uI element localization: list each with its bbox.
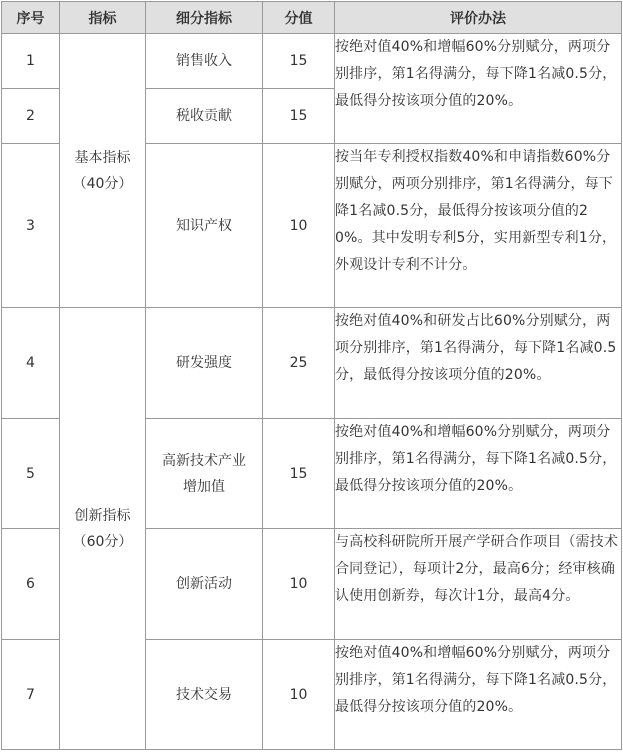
method-text: 按绝对值40%和增幅60%分别赋分，两项分别排序，第1名得满分，每下降1名减0.5分，最低得分按该项分值的20%。 bbox=[335, 640, 622, 750]
table-row bbox=[2, 34, 622, 89]
row-seq: 2 bbox=[2, 89, 60, 144]
method-text: 按绝对值40%和增幅60%分别赋分，两项分别排序，第1名得满分，每下降1名减0.5分，最低得分按该项分值的20%。 bbox=[335, 34, 622, 144]
method-text: 按绝对值40%和研发占比60%分别赋分，两项分别排序，第1名得满分，每下降1名减0.5分，最低得分按该项分值的20%。 bbox=[335, 308, 622, 419]
row-seq: 6 bbox=[2, 529, 60, 640]
sub-indicator: 研发强度 bbox=[146, 308, 263, 419]
indicator-innovation bbox=[60, 308, 146, 750]
score-value: 10 bbox=[263, 640, 335, 750]
score-value: 10 bbox=[263, 529, 335, 640]
row-seq: 5 bbox=[2, 419, 60, 529]
header-method: 评价办法 bbox=[335, 2, 622, 34]
score-value: 15 bbox=[263, 419, 335, 529]
row-seq: 7 bbox=[2, 640, 60, 750]
method-text: 按绝对值40%和增幅60%分别赋分，两项分别排序，第1名得满分，每下降1名减0.5分，最低得分按该项分值的20%。 bbox=[335, 419, 622, 529]
indicator-name: 创新指标 bbox=[74, 507, 131, 524]
indicator-name: 基本指标 bbox=[74, 149, 131, 166]
indicator-score-note: （40分） bbox=[72, 175, 133, 192]
score-value: 15 bbox=[263, 89, 335, 144]
header-seq: 序号 bbox=[2, 2, 60, 34]
indicator-score-note: （60分） bbox=[72, 533, 133, 550]
row-seq: 4 bbox=[2, 308, 60, 419]
header-indicator: 指标 bbox=[60, 2, 146, 34]
sub-indicator: 知识产权 bbox=[146, 144, 263, 308]
sub-indicator: 销售收入 bbox=[146, 34, 263, 89]
method-text: 按当年专利授权指数40%和申请指数60%分别赋分，两项分别排序，第1名得满分，每下降1名减0.5分，最低得分按该项分值的20%。其中发明专利5分，实用新型专利1分，外观设计专利不计分。 bbox=[335, 144, 622, 308]
row-seq: 1 bbox=[2, 34, 60, 89]
score-value: 10 bbox=[263, 144, 335, 308]
method-text: 与高校科研院所开展产学研合作项目（需技术合同登记），每项计2分，最高6分；经审核确认使用创新券，每次计1分，最高4分。 bbox=[335, 529, 622, 640]
sub-indicator: 技术交易 bbox=[146, 640, 263, 750]
sub-indicator: 税收贡献 bbox=[146, 89, 263, 144]
sub-indicator-line: 增加值 bbox=[183, 478, 225, 495]
sub-indicator bbox=[146, 419, 263, 529]
indicator-basic bbox=[60, 34, 146, 308]
table-row bbox=[2, 308, 622, 419]
score-value: 15 bbox=[263, 34, 335, 89]
sub-indicator-line: 高新技术产业 bbox=[162, 452, 246, 469]
header-score: 分值 bbox=[263, 2, 335, 34]
row-seq: 3 bbox=[2, 144, 60, 308]
header-sub-indicator: 细分指标 bbox=[146, 2, 263, 34]
header-row bbox=[2, 2, 622, 34]
sub-indicator: 创新活动 bbox=[146, 529, 263, 640]
evaluation-table bbox=[1, 1, 622, 750]
score-value: 25 bbox=[263, 308, 335, 419]
